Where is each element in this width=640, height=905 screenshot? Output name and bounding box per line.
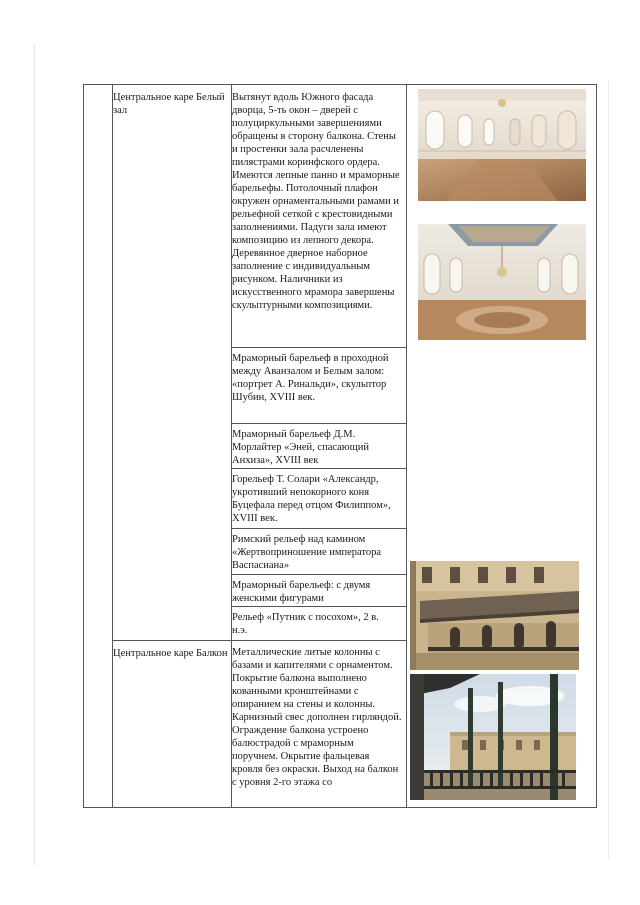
relief-morlaiter-text: Мраморный барельеф Д.М. Морлайтер «Эней, спасающий Анхиза», XVIII век (232, 429, 369, 466)
balcony-facade-photo (410, 561, 579, 670)
relief-traveler-text: Рельеф «Путник с посохом», 2 в. н.э. (232, 612, 379, 636)
row-divider (231, 347, 407, 348)
balcony-view-photo (410, 674, 576, 800)
table-column-divider (112, 85, 113, 807)
white-hall-description: Вытянут вдоль Южного фасада дворца, 5-ть окон – дверей с полуциркульными завершениями обращены в сторону балкона. Стены и простенки зала расчленены пилястрами коринфского ордера. Имеются лепные панно и мраморные барельефы. Потолочный плафон окружен орнаментальными рамами и рельефной сеткой с крестовидными заполнениями. Падуги зала имеют композицию из лепного декора. Деревянное дверное наборное заполнение с индивидуальным рисунком. Наличники из искусственного мрамора завершены скульптурными композициями. (232, 92, 400, 311)
table-column-divider (406, 85, 407, 807)
section-label-white-hall: Центральное каре Белый зал (113, 92, 225, 116)
relief-rinaldi-text: Мраморный барельеф в проходной между Аванзалом и Белым залом: «портрет А. Ринальди», скульптор Шубин, XVIII век. (232, 353, 389, 403)
relief-solari-text: Горельеф Т. Солари «Александр, укротивший непокорного коня Буцефала перед отцом Филиппом», XVIII век. (232, 474, 391, 524)
scan-edge (608, 80, 609, 860)
balcony-description: Металлические литые колонны с базами и капителями с орнаментом. Покрытие балкона выполнено кованными кронштейнами с опиранием на стены и колонны. Карнизный свес дополнен гирляндой. Ограждение балкона устроено балюстрадой с мраморным поручнем. Окрытие фальцевая кровля без окраски. Выход на балкон с уровня 2-го этажа со (232, 647, 402, 788)
row-divider (231, 468, 407, 469)
relief-roman-text: Римский рельеф над камином «Жертвоприношение императора Васпасиана» (232, 534, 382, 571)
relief-two-women-text: Мраморный барельеф: с двумя женскими фигурами (232, 580, 371, 604)
scan-edge (34, 45, 35, 865)
row-divider (113, 640, 407, 641)
document-table (83, 84, 597, 808)
row-divider (231, 423, 407, 424)
row-divider (231, 528, 407, 529)
section-label-balcony: Центральное каре Балкон (113, 648, 228, 659)
row-divider (231, 574, 407, 575)
white-hall-photo-1 (418, 89, 586, 201)
white-hall-photo-2 (418, 224, 586, 340)
row-divider (231, 606, 407, 607)
